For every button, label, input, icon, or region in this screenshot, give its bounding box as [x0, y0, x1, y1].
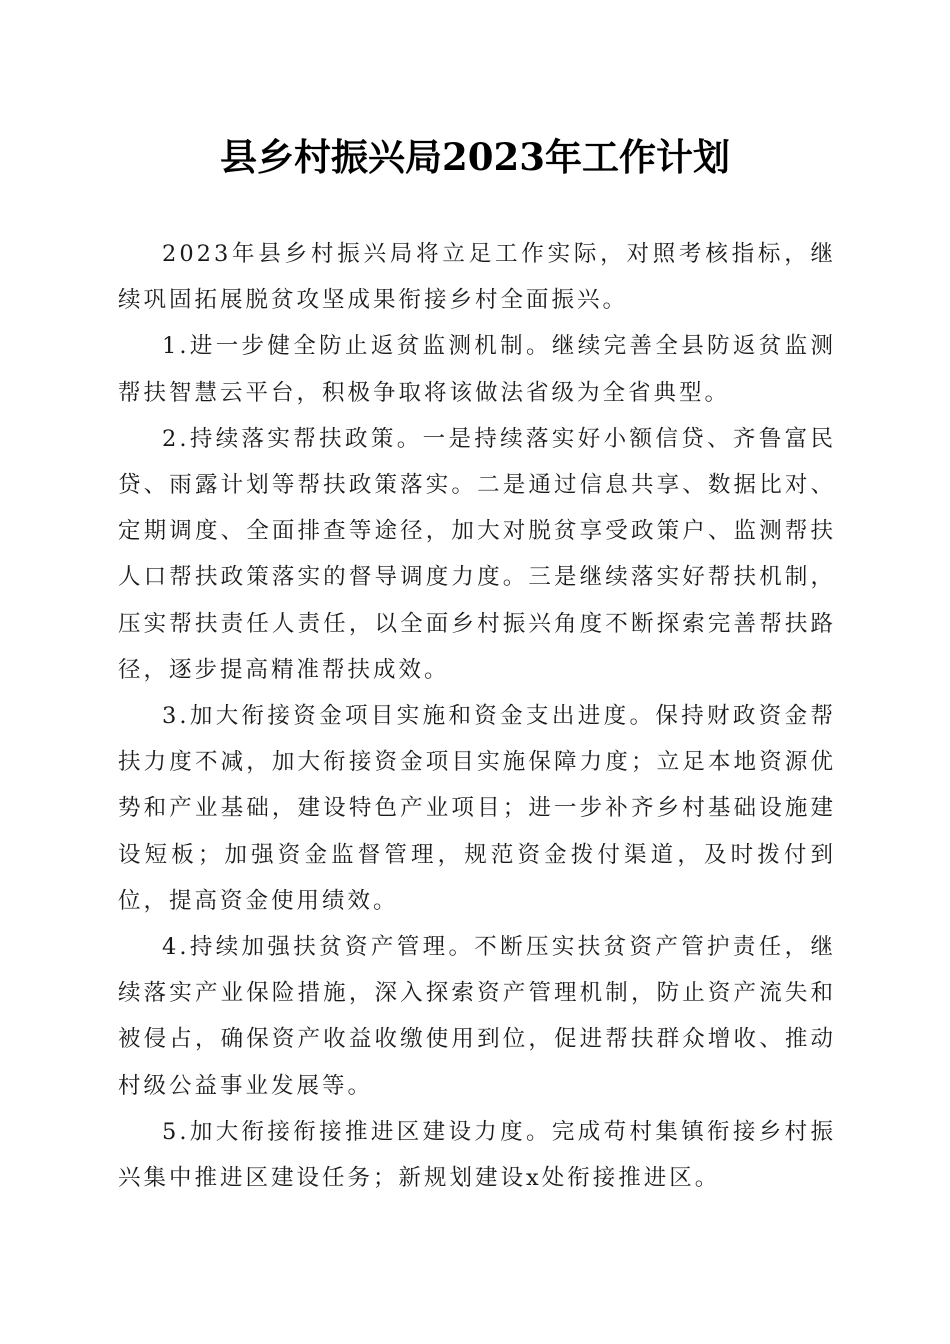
paragraph-item-5: 5.加大衔接衔接推进区建设力度。完成苟村集镇衔接乡村振兴集中推进区建设任务；新规划建设x处衔接推进区。 [118, 1118, 836, 1192]
document-title: 县乡村振兴局2023年工作计划 [220, 135, 730, 179]
paragraph-intro: 2023年县乡村振兴局将立足工作实际，对照考核指标，继续巩固拓展脱贫攻坚成果衔接乡村全面振兴。 [118, 241, 836, 314]
paragraph-item-3: 3.加大衔接资金项目实施和资金支出进度。保持财政资金帮扶力度不减，加大衔接资金项目实施保障力度；立足本地资源优势和产业基础，建设特色产业项目；进一步补齐乡村基础设施建设短板；加强资金监督管理，规范资金拨付渠道，及时拨付到位，提高资金使用绩效。 [118, 703, 836, 914]
paragraph-item-1: 1.进一步健全防止返贫监测机制。继续完善全县防返贫监测帮扶智慧云平台，积极争取将该做法省级为全省典型。 [118, 333, 836, 406]
paragraph-item-2: 2.持续落实帮扶政策。一是持续落实好小额信贷、齐鲁富民贷、雨露计划等帮扶政策落实。二是通过信息共享、数据比对、定期调度、全面排查等途径，加大对脱贫享受政策户、监测帮扶人口帮扶政策落实的督导调度力度。三是继续落实好帮扶机制，压实帮扶责任人责任，以全面乡村振兴角度不断探索完善帮扶路径，逐步提高精准帮扶成效。 [118, 425, 836, 683]
paragraph-item-4: 4.持续加强扶贫资产管理。不断压实扶贫资产管护责任，继续落实产业保险措施，深入探索资产管理机制，防止资产流失和被侵占，确保资产收益收缴使用到位，促进帮扶群众增收、推动村级公益事业发展等。 [118, 934, 836, 1099]
document-body [118, 231, 836, 1201]
